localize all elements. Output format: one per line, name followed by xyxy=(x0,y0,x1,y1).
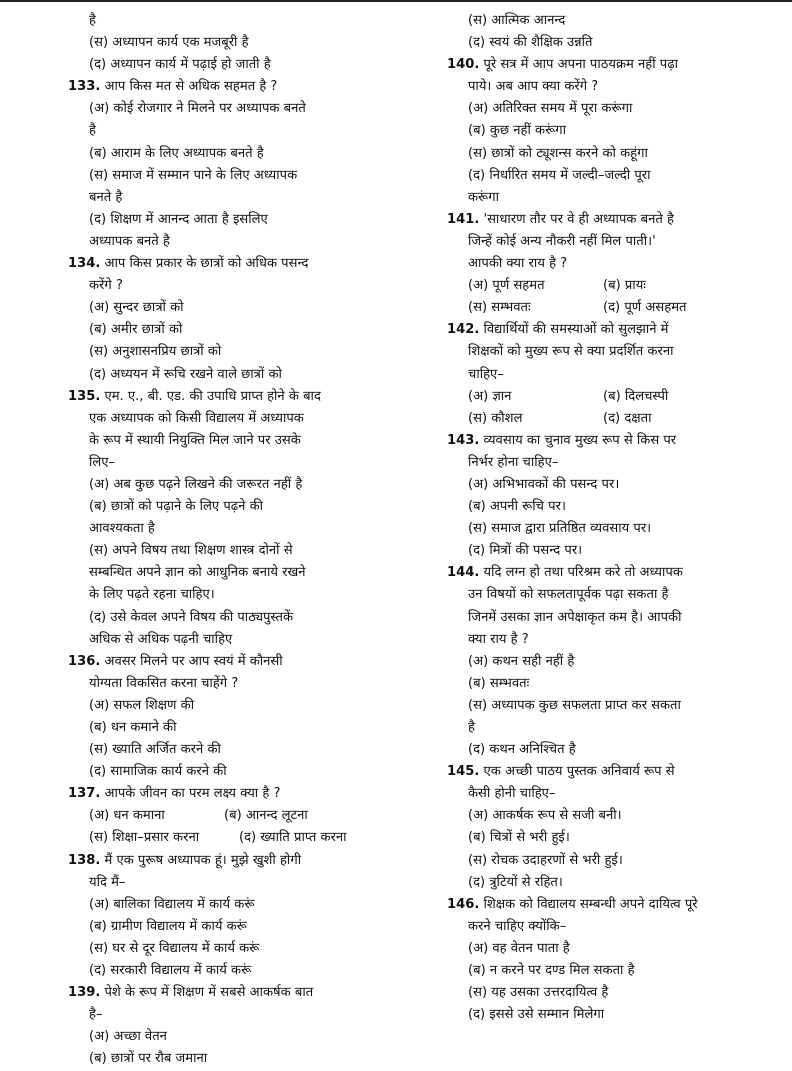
option-text: (अ) पूर्ण सहमत xyxy=(468,278,545,294)
question-text: अवसर मिलने पर आप स्वयं में कौनसी xyxy=(104,653,283,669)
text-line: जिनमें उसका ज्ञान अपेक्षाकृत कम है। आपकी xyxy=(468,609,682,625)
option-pair xyxy=(447,297,747,319)
top-rule xyxy=(0,0,792,2)
text-line: (ब) छात्रों पर रौब जमाना xyxy=(89,1051,208,1067)
text-line: (ब) अपनी रूचि पर। xyxy=(468,499,566,515)
question-number: 145. xyxy=(447,764,480,780)
text-line: करने चाहिए क्योंकि– xyxy=(468,918,567,934)
left-column xyxy=(68,10,380,1071)
option-text: (स) सम्भवतः xyxy=(468,300,531,316)
text-line: (ब) चित्रों से भरी हुई। xyxy=(468,830,570,846)
text-line: (स) समाज द्वारा प्रतिष्ठित व्यवसाय पर। xyxy=(468,521,652,537)
question-text: पेशे के रूप में शिक्षण में सबसे आकर्षक बात xyxy=(104,985,314,1001)
question-text: 'साधारण तौर पर वे ही अध्यापक बनते है xyxy=(483,211,674,227)
text-line: अध्यापक बनते है xyxy=(89,233,170,249)
text-line: (द) स्वयं की शैक्षिक उन्नति xyxy=(468,35,593,51)
text-line: बनते है xyxy=(89,189,123,205)
text-line: पाये। अब आप क्या करेंगे ? xyxy=(468,79,599,95)
text-line: (द) सामाजिक कार्य करने की xyxy=(89,764,227,780)
question-text: एम. ए., बी. एड. की उपाधि प्राप्त होने के बाद xyxy=(104,388,321,404)
question-line xyxy=(68,850,380,872)
question-line xyxy=(447,209,747,231)
right-column xyxy=(447,10,747,1026)
question-line xyxy=(447,54,747,76)
question-text: शिक्षक को विद्यालय सम्बन्धी अपने दायित्व पूरे xyxy=(483,896,698,912)
text-line: (अ) अभिभावकों की पसन्द पर। xyxy=(468,476,620,492)
text-line: जिन्हें कोई अन्य नौकरी नहीं मिल पाती।' xyxy=(468,233,656,249)
option-pair xyxy=(447,408,747,430)
question-number: 142. xyxy=(447,322,480,338)
question-text: यदि लग्न हो तथा परिश्रम करे तो अध्यापक xyxy=(483,565,683,581)
question-line xyxy=(68,651,380,673)
text-line: (स) समाज में सम्मान पाने के लिए अध्यापक xyxy=(89,167,298,183)
option-text: (अ) धन कमाना xyxy=(89,808,165,824)
question-number: 138. xyxy=(68,852,101,868)
text-line: (द) इससे उसे सम्मान मिलेगा xyxy=(468,1007,605,1023)
text-line: (द) शिक्षण में आनन्द आता है इसलिए xyxy=(89,211,268,227)
option-text: (स) कौशल xyxy=(468,410,523,426)
text-line: लिए– xyxy=(89,454,116,470)
option-pair xyxy=(447,275,747,297)
option-text: (द) दक्षता xyxy=(603,410,652,426)
text-line: आपकी क्या राय है ? xyxy=(468,256,568,272)
text-line: (द) निर्धारित समय में जल्दी–जल्दी पूरा xyxy=(468,167,651,183)
option-text: (ब) प्रायः xyxy=(603,278,646,294)
text-line: (अ) कथन सही नहीं है xyxy=(468,653,575,669)
question-text: विद्यार्थियों की समस्याओं को सुलझाने में xyxy=(483,322,669,338)
text-line: (ब) अमीर छात्रों को xyxy=(89,322,183,338)
question-number: 134. xyxy=(68,256,101,272)
option-text: (स) शिक्षा–प्रसार करना xyxy=(89,830,200,846)
text-line: (द) सरकारी विद्यालय में कार्य करूं xyxy=(89,963,252,979)
text-line: एक अध्यापक को किसी विद्यालय में अध्यापक xyxy=(89,410,304,426)
option-text: (ब) दिलचस्पी xyxy=(603,388,669,404)
question-text: मैं एक पुरूष अध्यापक हूं। मुझे खुशी होगी xyxy=(104,852,302,868)
text-line: (द) कथन अनिश्चित है xyxy=(468,742,576,758)
text-line: आवश्यकता है xyxy=(89,521,155,537)
text-line: (अ) आकर्षक रूप से सजी बनी। xyxy=(468,808,622,824)
text-line: (अ) सफल शिक्षण की xyxy=(89,697,195,713)
text-line: कैसी होनी चाहिए– xyxy=(468,786,556,802)
question-line xyxy=(447,894,747,916)
text-line: के लिए पढ़ते रहना चाहिए। xyxy=(89,587,215,603)
question-number: 137. xyxy=(68,786,101,802)
text-line: (स) ख्याति अर्जित करने की xyxy=(89,742,221,758)
text-line: निर्भर होना चाहिए– xyxy=(468,454,559,470)
text-line: (स) छात्रों को ट्यूशन्स करने को कहूंगा xyxy=(468,145,648,161)
text-line: (अ) सुन्दर छात्रों को xyxy=(89,300,184,316)
text-line: योग्यता विकसित करना चाहेंगे ? xyxy=(89,675,239,691)
question-line xyxy=(447,562,747,584)
question-number: 139. xyxy=(68,985,101,1001)
question-text: आप किस प्रकार के छात्रों को अधिक पसन्द xyxy=(104,256,309,272)
text-line: (अ) अतिरिक्त समय में पूरा करूंगा xyxy=(468,101,633,117)
option-text: (द) ख्याति प्राप्त करना xyxy=(239,830,347,846)
text-line: है– xyxy=(89,1007,103,1023)
text-line: (अ) बालिका विद्यालय में कार्य करूं xyxy=(89,896,255,912)
text-line: (स) यह उसका उत्तरदायित्व है xyxy=(468,985,609,1001)
option-pair xyxy=(447,386,747,408)
option-text: (द) पूर्ण असहमत xyxy=(603,300,687,316)
question-number: 140. xyxy=(447,57,480,73)
option-pair xyxy=(68,805,380,827)
text-line: (स) अध्यापन कार्य एक मजबूरी है xyxy=(89,35,249,51)
option-pair xyxy=(68,827,380,849)
question-number: 135. xyxy=(68,388,101,404)
text-line: (ब) सम्भवतः xyxy=(468,675,530,691)
question-line xyxy=(68,76,380,98)
text-line: (अ) वह वेतन पाता है xyxy=(468,940,570,956)
text-line: (स) रोचक उदाहरणों से भरी हुई। xyxy=(468,852,623,868)
text-line: (अ) कोई रोजगार ने मिलने पर अध्यापक बनते xyxy=(89,101,306,117)
text-line: (द) अध्यापन कार्य में पढ़ाई हो जाती है xyxy=(89,57,271,73)
question-text: आप किस मत से अधिक सहमत है ? xyxy=(104,79,278,95)
text-line: (ब) कुछ नहीं करूंगा xyxy=(468,123,567,139)
question-number: 143. xyxy=(447,432,480,448)
text-line: है xyxy=(468,720,475,735)
text-line: (ब) छात्रों को पढ़ाने के लिए पढ़ने की xyxy=(89,499,264,515)
text-line: यदि मैं– xyxy=(89,874,126,890)
question-line xyxy=(447,319,747,341)
text-line: करूंगा xyxy=(468,189,499,205)
option-text: (ब) आनन्द लूटना xyxy=(224,808,308,824)
text-line: (द) उसे केवल अपने विषय की पाठ्यपुस्तकें xyxy=(89,609,294,625)
question-line xyxy=(447,430,747,452)
question-number: 141. xyxy=(447,211,480,227)
text-line: है xyxy=(89,123,96,139)
text-line: (ब) धन कमाने की xyxy=(89,720,177,735)
text-line: (स) अध्यापक कुछ सफलता प्राप्त कर सकता xyxy=(468,697,681,713)
question-line xyxy=(68,783,380,805)
text-line: (द) त्रुटियों से रहित। xyxy=(468,874,563,890)
question-number: 144. xyxy=(447,565,480,581)
question-text: आपके जीवन का परम लक्ष्य क्या है ? xyxy=(104,786,281,802)
text-line: (स) अपने विषय तथा शिक्षण शास्त्र दोनों से xyxy=(89,543,293,559)
text-line: (स) आत्मिक आनन्द xyxy=(468,13,566,28)
question-line xyxy=(68,386,380,408)
text-line: क्या राय है ? xyxy=(468,631,529,647)
text-line: (द) अध्ययन में रूचि रखने वाले छात्रों को xyxy=(89,366,282,382)
text-line: (अ) अच्छा वेतन xyxy=(89,1029,167,1045)
question-number: 146. xyxy=(447,896,480,912)
text-line: (स) अनुशासनप्रिय छात्रों को xyxy=(89,344,222,360)
text-line: (ब) ग्रामीण विद्यालय में कार्य करूं xyxy=(89,918,247,934)
text-line: (स) घर से दूर विद्यालय में कार्य करूं xyxy=(89,940,260,956)
question-number: 136. xyxy=(68,653,101,669)
question-line xyxy=(68,253,380,275)
text-line: उन विषयों को सफलतापूर्वक पढ़ा सकता है xyxy=(468,587,669,603)
question-line xyxy=(68,982,380,1004)
question-text: व्यवसाय का चुनाव मुख्य रूप से किस पर xyxy=(483,432,677,448)
option-text: (अ) ज्ञान xyxy=(468,388,512,404)
text-line: है xyxy=(89,13,96,28)
text-line: करेंगे ? xyxy=(89,278,123,294)
question-number: 133. xyxy=(68,79,101,95)
question-text: एक अच्छी पाठय पुस्तक अनिवार्य रूप से xyxy=(483,764,675,780)
text-line: शिक्षकों को मुख्य रूप से क्या प्रदर्शित करना xyxy=(468,344,674,360)
text-line: (ब) आराम के लिए अध्यापक बनते है xyxy=(89,145,264,161)
text-line: चाहिए– xyxy=(468,366,504,382)
text-line: (द) मित्रों की पसन्द पर। xyxy=(468,543,583,559)
text-line: सम्बन्धित अपने ज्ञान को आधुनिक बनाये रखने xyxy=(89,565,306,581)
question-text: पूरे सत्र में आप अपना पाठयक्रम नहीं पढ़ा xyxy=(483,57,678,73)
text-line: (अ) अब कुछ पढ़ने लिखने की जरूरत नहीं है xyxy=(89,476,303,492)
text-line: के रूप में स्थायी नियुक्ति मिल जाने पर उसके xyxy=(89,432,301,448)
question-line xyxy=(447,761,747,783)
text-line: अधिक से अधिक पढ़नी चाहिए xyxy=(89,631,233,647)
text-line: (ब) न करने पर दण्ड मिल सकता है xyxy=(468,963,635,979)
